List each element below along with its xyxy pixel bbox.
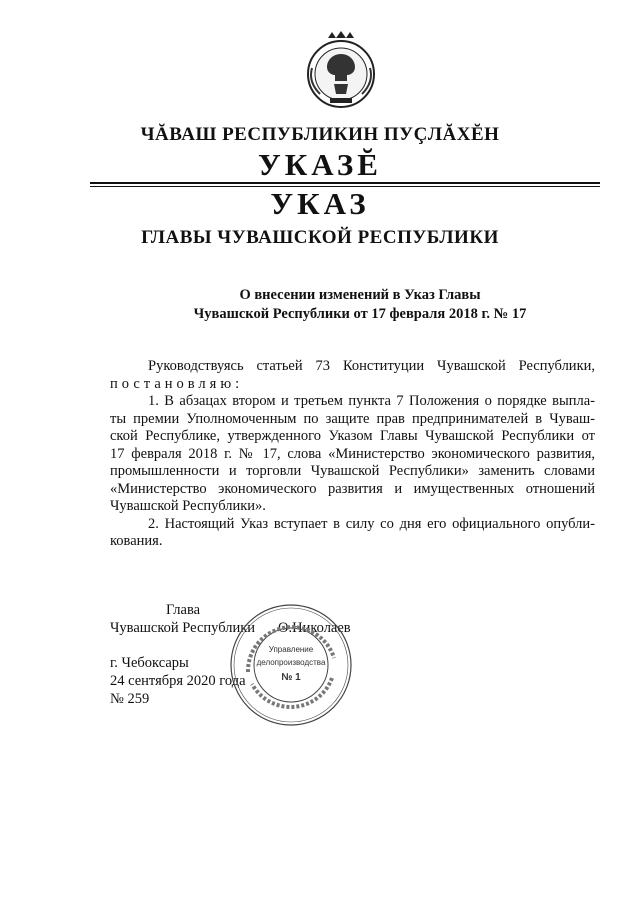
signature-role: Глава (166, 602, 201, 618)
office-stamp (228, 602, 354, 728)
body-line: Руководствуясь статьей 73 Конституции Чувашской Республики, (148, 358, 595, 374)
signature-date: 24 сентября 2020 года (110, 673, 246, 689)
signature-number: № 259 (110, 691, 150, 707)
subject-line: О внесении изменений в Указ Главы (239, 287, 481, 303)
body-line: кования. (110, 533, 163, 549)
body-line: «Министерство экономического развития и имущественных отношений (110, 480, 595, 497)
signature-city: г. Чебоксары (110, 655, 189, 671)
document-title: УКАЗ (270, 186, 370, 221)
signature-role-org: Чувашской Республики (110, 620, 256, 636)
stamp-text: № 1 (281, 672, 301, 683)
body-line: 1. В абзацах втором и третьем пункта 7 Положения о порядке выпла- (148, 393, 595, 409)
body-line: Чувашской Республики». (110, 498, 266, 514)
body-line: ской Республике, утвержденного Указом Главы Чувашской Республики от (110, 428, 595, 444)
stamp-text: Управление (268, 645, 314, 654)
document-body (110, 358, 595, 551)
document-subject (110, 286, 610, 324)
header-divider (90, 182, 600, 184)
body-line: ты премии Уполномоченным по защите прав предпринимателей в Чуваш- (110, 410, 595, 427)
signature-name: О.Николаев (278, 620, 351, 636)
document-subtitle: ГЛАВЫ ЧУВАШСКОЙ РЕСПУБЛИКИ (141, 227, 499, 248)
body-line: 17 февраля 2018 г. № 17, слова «Министерство экономического развития, (110, 445, 595, 462)
stamp-text: делопроизводства (256, 658, 326, 667)
header-chuvash-title: УКАЗĔ (258, 147, 382, 182)
body-line: 2. Настоящий Указ вступает в силу со дня его официального опубли- (148, 515, 595, 532)
header-chuvash-line: ЧĂВАШ РЕСПУБЛИКИН ПУÇЛĂХĔН (140, 124, 500, 145)
body-line: промышленности и торговли Чувашской Республики» заменить словами (110, 463, 595, 479)
subject-line: Чувашской Республики от 17 февраля 2018 г. № 17 (193, 306, 527, 322)
coat-of-arms-icon (298, 28, 384, 114)
body-line-decree: постановляю: (110, 375, 244, 392)
